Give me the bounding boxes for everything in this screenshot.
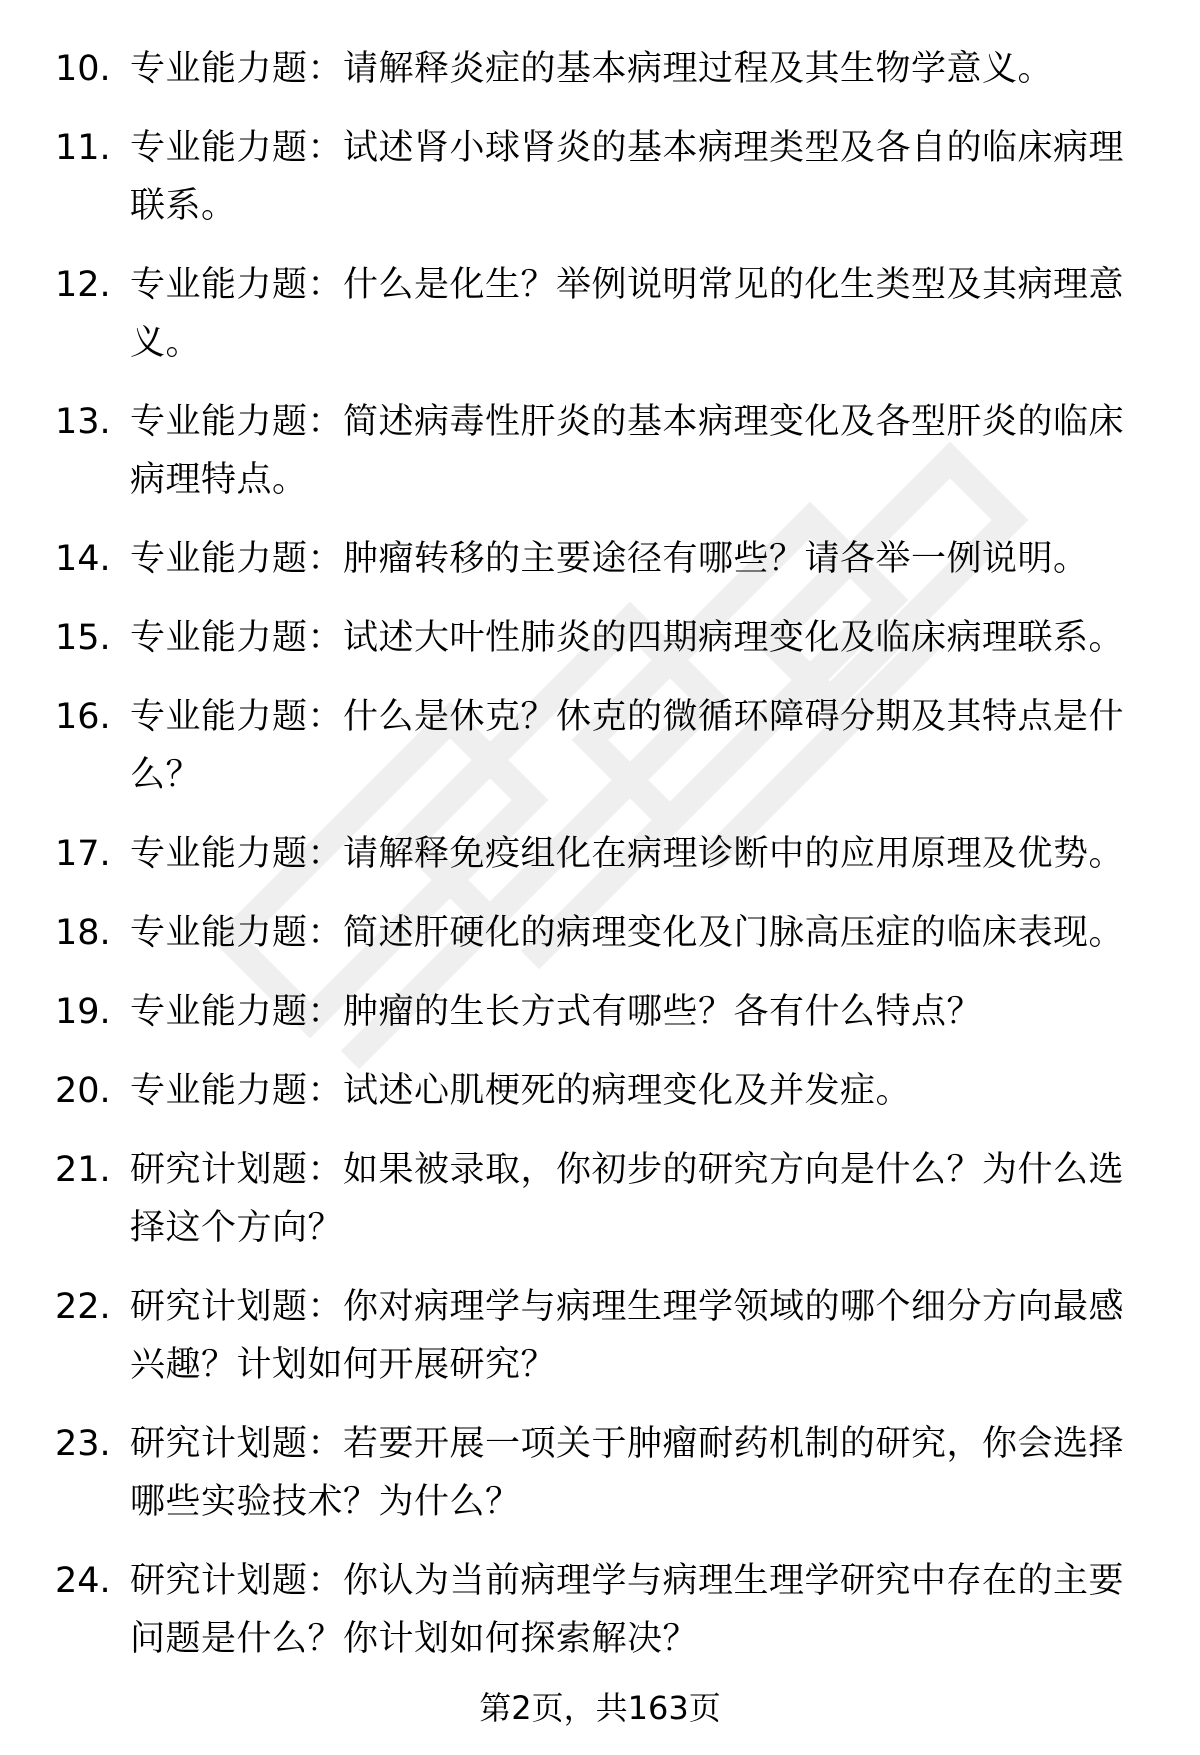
question-list [0, 40, 1200, 1689]
question-text: 专业能力题：试述肾小球肾炎的基本病理类型及各自的临床病理联系。 [130, 128, 1125, 226]
question-item [0, 119, 1200, 235]
question-number: 13. [55, 402, 111, 442]
question-number: 10. [55, 49, 111, 89]
question-item [0, 825, 1200, 883]
question-number: 24. [55, 1561, 111, 1601]
question-number: 23. [55, 1424, 111, 1464]
question-text: 专业能力题：肿瘤转移的主要途径有哪些？请各举一例说明。 [130, 539, 1089, 579]
question-item [0, 530, 1200, 588]
question-text: 专业能力题：请解释炎症的基本病理过程及其生物学意义。 [130, 49, 1054, 89]
question-number: 11. [55, 128, 111, 168]
question-item [0, 393, 1200, 509]
question-item [0, 256, 1200, 372]
question-number: 14. [55, 539, 111, 579]
question-item [0, 1278, 1200, 1394]
question-item [0, 688, 1200, 804]
question-number: 19. [55, 992, 111, 1032]
question-item [0, 1141, 1200, 1257]
question-text: 专业能力题：请解释免疫组化在病理诊断中的应用原理及优势。 [130, 834, 1125, 874]
question-item [0, 904, 1200, 962]
question-text: 专业能力题：试述大叶性肺炎的四期病理变化及临床病理联系。 [130, 618, 1125, 658]
question-text: 专业能力题：试述心肌梗死的病理变化及并发症。 [130, 1071, 912, 1111]
question-number: 17. [55, 834, 111, 874]
question-number: 16. [55, 697, 111, 737]
question-text: 研究计划题：若要开展一项关于肿瘤耐药机制的研究，你会选择哪些实验技术？为什么？ [130, 1424, 1125, 1522]
question-text: 专业能力题：什么是休克？休克的微循环障碍分期及其特点是什么？ [130, 697, 1125, 795]
question-number: 15. [55, 618, 111, 658]
question-number: 20. [55, 1071, 111, 1111]
question-item [0, 983, 1200, 1041]
question-text: 专业能力题：肿瘤的生长方式有哪些？各有什么特点？ [130, 992, 983, 1032]
question-item [0, 1062, 1200, 1120]
question-text: 研究计划题：你对病理学与病理生理学领域的哪个细分方向最感兴趣？计划如何开展研究？ [130, 1287, 1125, 1385]
question-number: 12. [55, 265, 111, 305]
question-number: 18. [55, 913, 111, 953]
question-item [0, 1415, 1200, 1531]
question-item [0, 40, 1200, 98]
question-text: 专业能力题：简述病毒性肝炎的基本病理变化及各型肝炎的临床病理特点。 [130, 402, 1125, 500]
question-number: 21. [55, 1150, 111, 1190]
question-text: 专业能力题：简述肝硬化的病理变化及门脉高压症的临床表现。 [130, 913, 1125, 953]
question-text: 专业能力题：什么是化生？举例说明常见的化生类型及其病理意义。 [130, 265, 1125, 363]
question-text: 研究计划题：你认为当前病理学与病理生理学研究中存在的主要问题是什么？你计划如何探索解决？ [130, 1561, 1125, 1659]
question-text: 研究计划题：如果被录取，你初步的研究方向是什么？为什么选择这个方向？ [130, 1150, 1125, 1248]
page-footer: 第2页，共163页 [479, 1689, 721, 1727]
question-item [0, 1552, 1200, 1668]
question-number: 22. [55, 1287, 111, 1327]
question-item [0, 609, 1200, 667]
